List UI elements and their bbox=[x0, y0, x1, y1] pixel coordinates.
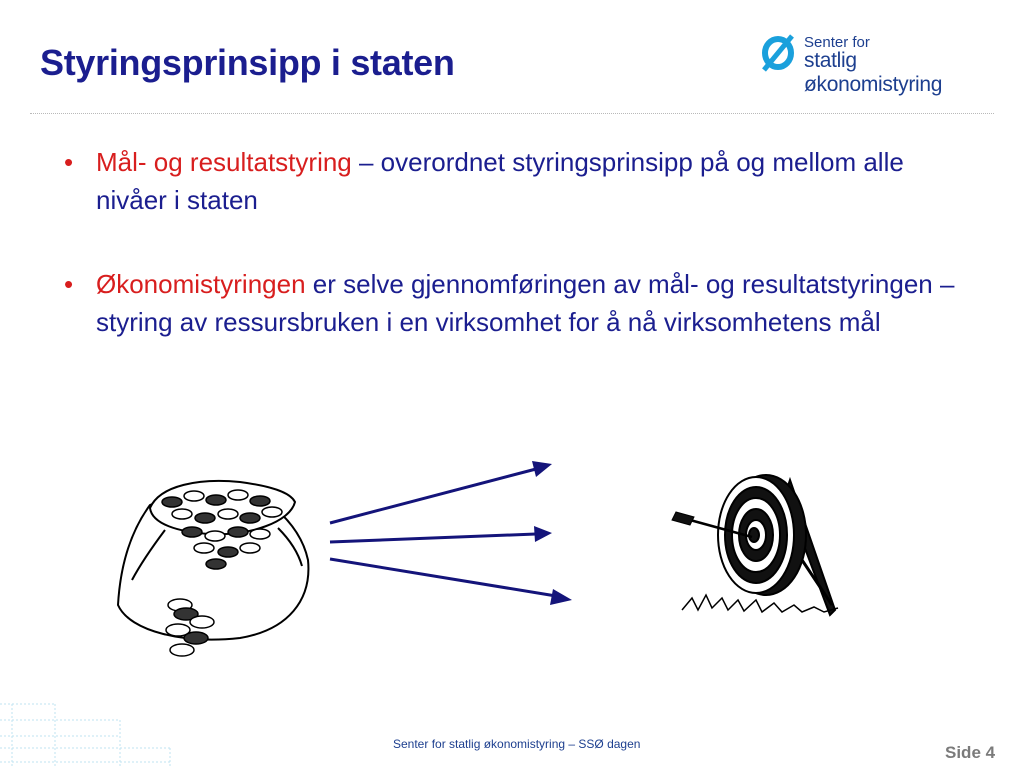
bullet-list bbox=[62, 143, 962, 387]
arrow-icon bbox=[330, 559, 572, 605]
logo bbox=[760, 30, 1000, 96]
bullet-dot-icon: • bbox=[64, 147, 74, 177]
illustration bbox=[0, 440, 1024, 680]
corner-grid-decoration bbox=[0, 700, 175, 768]
bullet-highlight: Økonomistyringen bbox=[96, 269, 306, 299]
footer-text: Senter for statlig økonomistyring – SSØ dagen bbox=[393, 737, 641, 751]
logo-o-mark-icon bbox=[760, 32, 796, 72]
bullet-item bbox=[62, 143, 962, 219]
bullet-text: er selve gjennomføringen av mål- og resultatstyringen – styring av ressursbruken i en virksomhet for å nå virksomhetens mål bbox=[96, 269, 955, 337]
money-bag-icon bbox=[118, 481, 308, 656]
target-icon bbox=[672, 475, 838, 615]
arrows bbox=[330, 461, 572, 605]
bullet-dot-icon: • bbox=[64, 269, 74, 299]
bullet-item bbox=[62, 265, 962, 341]
page-number: Side 4 bbox=[945, 743, 996, 762]
bullet-highlight: Mål- og resultatstyring bbox=[96, 147, 352, 177]
arrow-icon bbox=[330, 526, 552, 542]
slide-title: Styringsprinsipp i staten bbox=[40, 42, 455, 83]
logo-line2: statlig økonomistyring bbox=[804, 49, 943, 96]
arrow-icon bbox=[330, 461, 552, 523]
title-divider bbox=[30, 113, 994, 114]
bullet-text: – overordnet styringsprinsipp på og mellom alle nivåer i staten bbox=[96, 147, 904, 215]
logo-line1: Senter for bbox=[804, 34, 870, 51]
